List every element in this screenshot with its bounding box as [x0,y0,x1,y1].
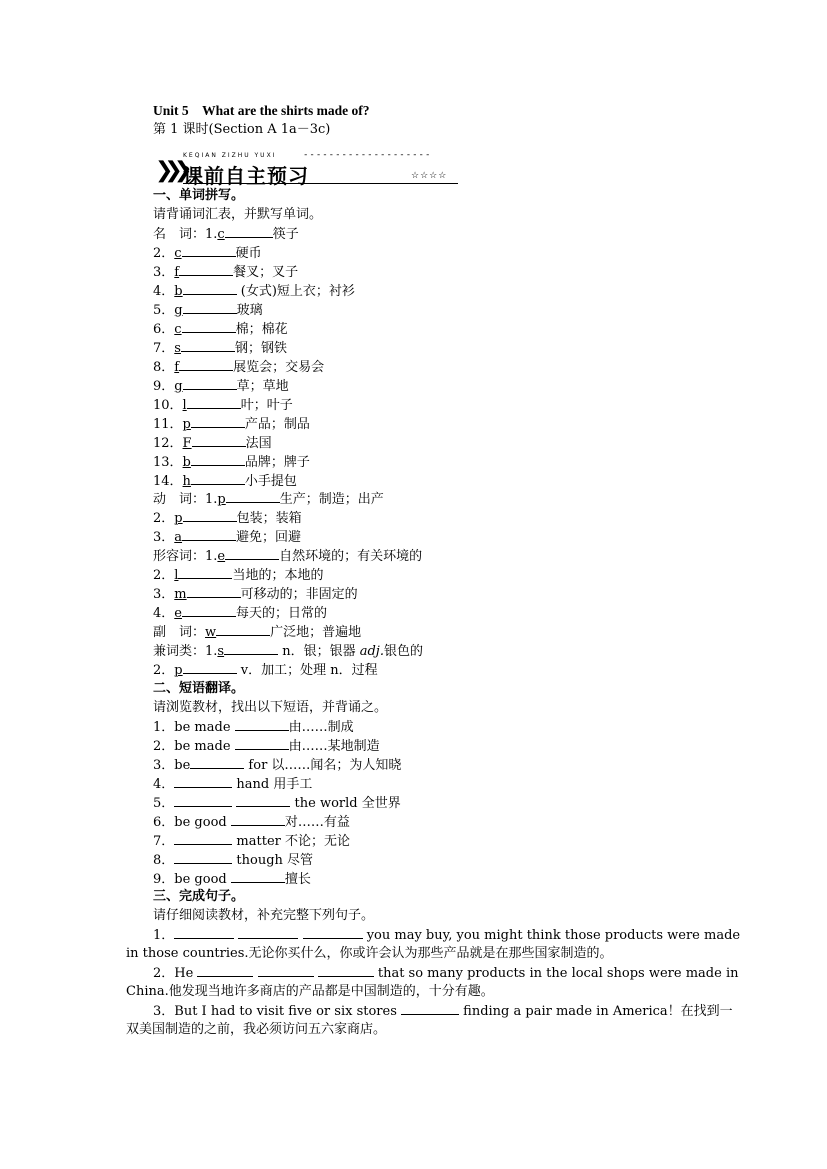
sentence-2-cont: China.他发现当地许多商店的产品都是中国制造的，十分有趣。 [126,984,494,999]
answer-blank [197,965,253,977]
phrase-item: 3．be for 以……闻名；为人知晓 [153,758,402,773]
answer-blank: b [174,284,236,299]
answer-blank [231,871,285,883]
sentence-3-cont: 双美国制造的之前，我必须访问五六家商店。 [126,1022,387,1037]
answer-blank: c [174,322,235,337]
noun-item: 3．f 餐叉；叉子 [153,265,299,280]
difficulty-stars: ☆☆☆☆ [411,171,448,181]
phrase-item: 6．be good 对……有益 [153,815,350,830]
section1-heading: 一、单词拼写。 [153,188,245,203]
answer-blank: a [174,530,236,545]
multi-item: 2．p v．加工；处理 n．过程 [153,663,378,678]
answer-blank [236,795,290,807]
adj-item: 形容词：1.e 自然环境的；有关环境的 [153,549,423,564]
phrase-item: 8． though 尽管 [153,853,314,868]
banner-pinyin: KEQIAN ZIZHU YUXI [183,152,277,159]
multi-item: 兼词类：1.s n．银；银器 adj.银色的 [153,644,423,659]
section3-heading: 三、完成句子。 [153,889,245,904]
answer-blank: p [174,511,236,526]
sentence-1-cont: in those countries.无论你买什么，你或许会认为那些产品就是在那些国家制造的。 [126,946,613,961]
noun-item: 4．b (女式)短上衣；衬衫 [153,284,355,299]
section2-heading: 二、短语翻译。 [153,681,245,696]
phrase-item: 7． matter 不论；无论 [153,834,350,849]
answer-blank: p [183,417,245,432]
noun-item: 6．c 棉；棉花 [153,322,288,337]
adj-label: 形容词：1. [153,549,218,564]
unit-title: Unit 5 What are the shirts made of? [153,103,370,118]
noun-item: 5．g 玻璃 [153,303,263,318]
phrase-item: 1．be made 由……制成 [153,720,354,735]
noun-item: 11．p 产品；制品 [153,417,310,432]
phrase-item: 2．be made 由……某地制造 [153,739,380,754]
answer-blank: h [183,474,245,489]
answer-blank [303,927,363,939]
answer-blank: f [174,360,233,375]
answer-blank: p [217,492,279,507]
answer-blank [238,927,298,939]
banner-title: 课前自主预习 [183,164,309,188]
noun-item: 13．b 品牌；牌子 [153,455,310,470]
sentence-2: 2．He that so many products in the local shops were made in [153,966,739,981]
lesson-subtitle: 第 1 课时(Section A 1a－3c) [153,122,331,137]
verb-item: 2．p 包装；装箱 [153,511,302,526]
answer-blank: e [174,606,236,621]
section2-instruction: 请浏览教材，找出以下短语，并背诵之。 [153,700,388,715]
answer-blank [258,965,314,977]
adj-item: 3．m 可移动的；非固定的 [153,587,358,602]
multi-label: 兼词类：1. [153,644,218,659]
adj-item: 2．l 当地的；本地的 [153,568,324,583]
answer-blank: g [174,303,236,318]
noun-item: 名 词：1.c 筷子 [153,227,299,242]
answer-blank: f [174,265,233,280]
sentence-1: 1． you may buy, you might think those products were made [153,928,741,943]
answer-blank: b [183,455,245,470]
answer-blank [190,757,244,769]
answer-blank [174,852,232,864]
answer-blank: F [183,436,246,451]
phrase-item: 5． the world 全世界 [153,796,401,811]
answer-blank [174,833,232,845]
phrase-item: 4． hand 用手工 [153,777,313,792]
answer-blank [174,795,232,807]
answer-blank [318,965,374,977]
answer-blank: c [217,227,272,242]
answer-blank [401,1003,459,1015]
noun-item: 8．f 展览会；交易会 [153,360,325,375]
answer-blank [174,927,234,939]
preview-banner [153,150,458,186]
adv-item: 副 词：w 广泛地；普遍地 [153,625,362,640]
answer-blank: m [174,587,240,602]
answer-blank: p [174,663,236,678]
answer-blank: s [174,341,235,356]
noun-item: 9．g 草；草地 [153,379,289,394]
noun-item: 14．h 小手提包 [153,474,297,489]
chevron-arrows-icon: ❯❯❯ [155,158,184,183]
answer-blank [235,738,289,750]
banner-rule [183,183,458,184]
noun-item: 7．s 钢；钢铁 [153,341,287,356]
phrase-item: 9．be good 擅长 [153,872,311,887]
section1-instruction: 请背诵词汇表，并默写单词。 [153,207,323,222]
verbs-label: 动 词：1. [153,492,218,507]
answer-blank: w [205,625,270,640]
verb-item: 动 词：1.p 生产；制造；出产 [153,492,384,507]
adj-item: 4．e 每天的；日常的 [153,606,327,621]
answer-blank [174,776,232,788]
sentence-3: 3．But I had to visit five or six stores finding a pair made in America！在找到一 [153,1004,733,1019]
banner-dashes: -------------------- [303,150,432,160]
noun-item: 10．l 叶；叶子 [153,398,293,413]
answer-blank: e [217,549,279,564]
answer-blank [231,814,285,826]
noun-item: 2．c 硬币 [153,246,262,261]
verb-item: 3．a 避免；回避 [153,530,302,545]
answer-blank: g [174,379,236,394]
answer-blank: c [174,246,235,261]
answer-blank [235,719,289,731]
noun-item: 12．F 法国 [153,436,272,451]
answer-blank: s [217,644,278,659]
answer-blank: l [174,568,232,583]
adv-label: 副 词： [153,625,206,640]
section3-instruction: 请仔细阅读教材，补充完整下列句子。 [153,908,375,923]
nouns-label: 名 词：1. [153,227,218,242]
answer-blank: l [183,398,241,413]
